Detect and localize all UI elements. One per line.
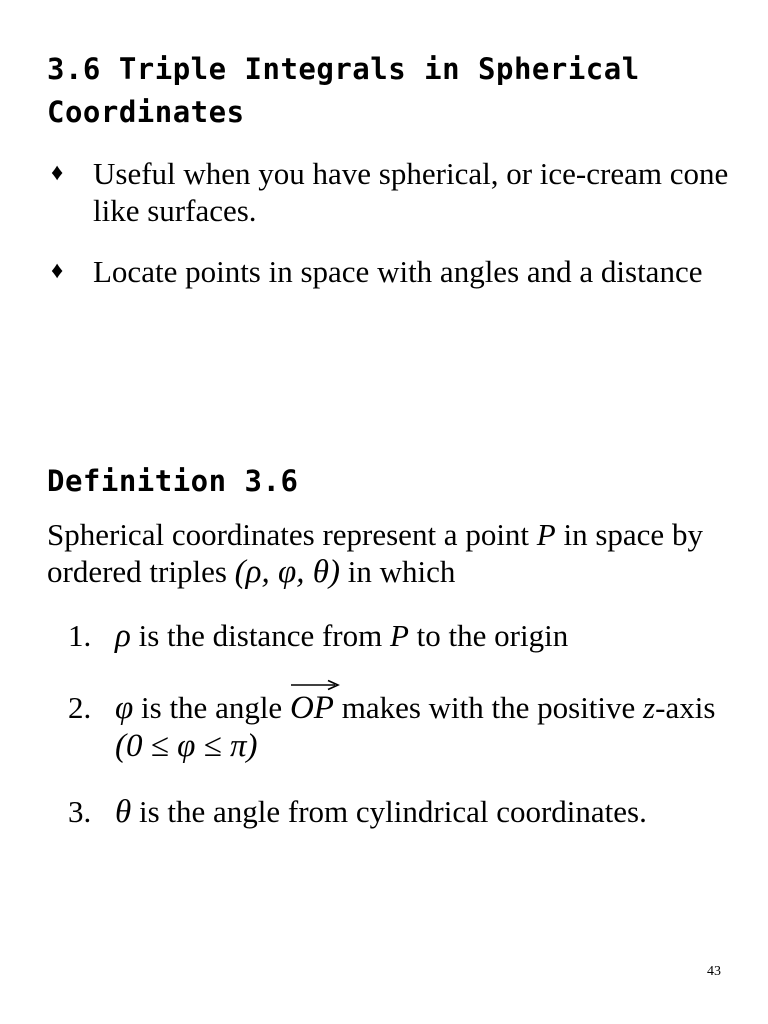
- vector-arrow-icon: [290, 679, 340, 691]
- rho-symbol: ρ: [115, 618, 131, 654]
- vector-label: OP: [289, 690, 334, 726]
- page-number: 43: [707, 964, 721, 979]
- item-number: 3.: [68, 794, 92, 829]
- definition-item: [68, 793, 728, 831]
- definition-item: [68, 617, 728, 655]
- item-text: makes with the positive: [333, 690, 644, 725]
- item-text: is the angle: [133, 690, 290, 725]
- point-symbol: P: [536, 517, 556, 552]
- item-text: -axis: [655, 690, 716, 725]
- diamond-bullet-icon: ♦: [51, 258, 64, 284]
- item-number: 1.: [68, 618, 92, 653]
- item-text: to the origin: [408, 618, 569, 653]
- bullet-item: [47, 253, 737, 290]
- phi-symbol: φ: [115, 690, 134, 726]
- intro-text: Spherical coordinates represent a point: [47, 517, 537, 552]
- definition-intro: [47, 516, 737, 591]
- bullet-text: Locate points in space with angles and a distance: [93, 254, 703, 289]
- point-symbol: P: [389, 618, 409, 653]
- bullet-item: [47, 155, 737, 229]
- coordinate-triple: (ρ, φ, θ): [234, 554, 340, 590]
- phi-range: (0 ≤ φ ≤ π): [115, 728, 258, 764]
- item-text: is the distance from: [130, 618, 390, 653]
- diamond-bullet-icon: ♦: [51, 160, 64, 186]
- definition-list: [68, 617, 728, 865]
- bullet-text: Useful when you have spherical, or ice-cream cone like surfaces.: [93, 156, 729, 228]
- intro-text: in space by ordered triples: [47, 517, 703, 589]
- intro-text: in which: [339, 554, 456, 589]
- z-symbol: z: [643, 690, 656, 725]
- definition-heading: Definition 3.6: [47, 464, 299, 498]
- item-text: is the angle from cylindrical coordinates.: [131, 794, 647, 829]
- item-number: 2.: [68, 690, 92, 725]
- vector-op: [290, 689, 334, 727]
- bullet-list: [47, 155, 737, 314]
- page-title: 3.6 Triple Integrals in Spherical Coordinates: [47, 52, 640, 129]
- theta-symbol: θ: [115, 794, 132, 830]
- definition-item: [68, 689, 728, 765]
